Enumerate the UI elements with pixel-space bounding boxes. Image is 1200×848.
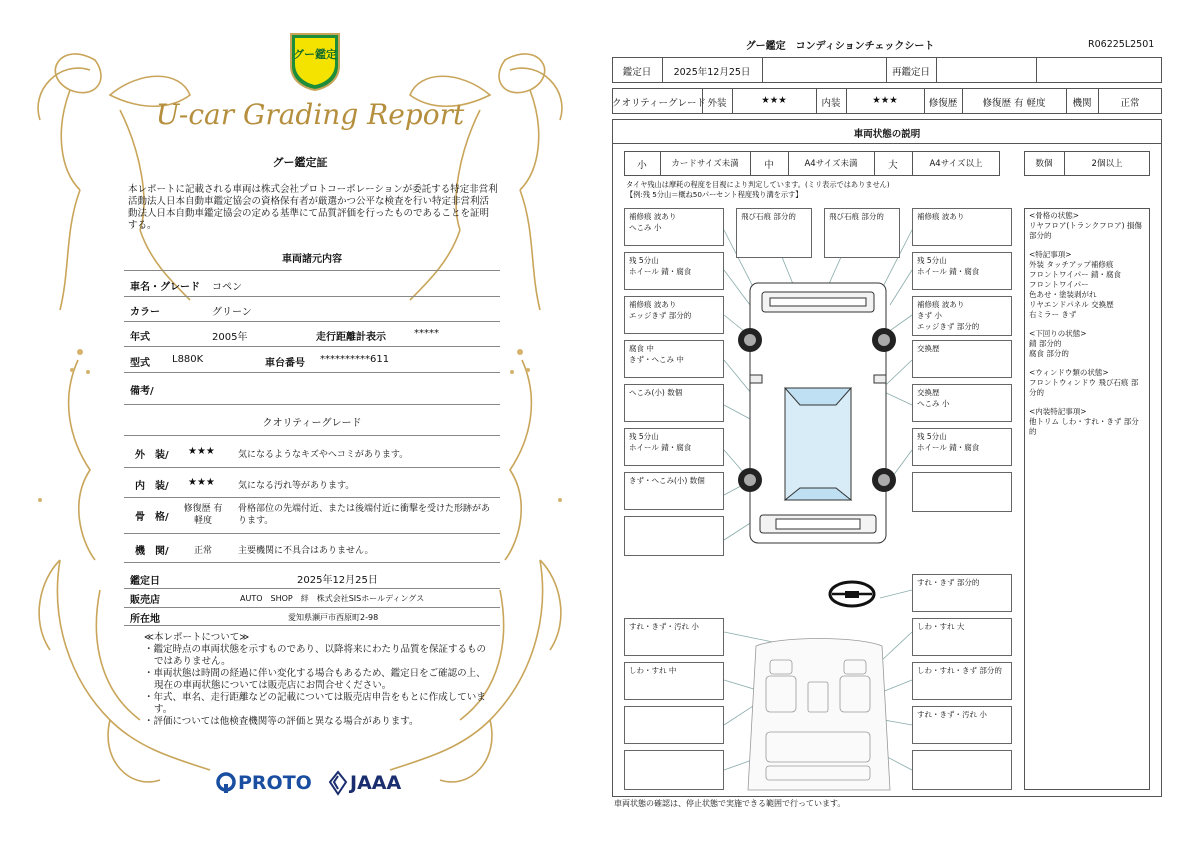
note-item: ・評価については他検査機関等の評価と異なる場合があります。 xyxy=(144,716,419,727)
certificate-paragraph: 本レポートに記載される車両は株式会社プロトコーポレーションが委託する特定非営利活動法人日本自動車鑑定協会の資格保有者が厳選かつ公平な検査を行い特定非営利活動法人日本自動車鑑定協会の定める基準にて品質評価を行ったものであることを証明する。 xyxy=(128,184,498,231)
note-line: 他トリム しわ・すれ・きず 部分的 xyxy=(1029,417,1139,436)
note-line: <特記事項> xyxy=(1029,250,1072,259)
note-line: 色あせ・塗装剥がれ xyxy=(1029,290,1097,299)
damage-box-right: 交換歴 へこみ 小 xyxy=(912,384,1012,422)
note-line: <骨格の状態> xyxy=(1029,211,1080,220)
damage-box-right: 残 5分山 ホイール 錆・腐食 xyxy=(912,252,1012,290)
sheet-title: グー鑑定 コンディションチェックシート xyxy=(745,41,935,52)
note-item: ・車両状態は時間の経過に伴い変化する場合もあるため、鑑定日をご確認の上、現在の車両状態については販売店にお問合せください。 xyxy=(144,668,486,691)
report-id: R06225L2501 xyxy=(1088,39,1155,50)
legend-large-desc: A4サイズ以上 xyxy=(929,159,983,169)
note-line: リヤフロア(トランクフロア) 損傷 xyxy=(1029,221,1142,230)
damage-box-right: 残 5分山 ホイール 錆・腐食 xyxy=(912,428,1012,466)
legend-medium-desc: A4サイズ未満 xyxy=(804,159,858,169)
proto-logo-text: PROTO xyxy=(238,772,312,794)
frame-desc: 骨格部位の先端付近、または後端付近に衝撃を受けた形跡があります。 xyxy=(238,504,491,526)
report-notes xyxy=(144,632,494,728)
legend-medium: 中 xyxy=(764,160,774,171)
tire-note-example: 【例:残 5分山＝概ね50パーセント程度残り溝を示す】 xyxy=(626,190,803,199)
repair-value: 修復歴 有 軽度 xyxy=(982,98,1046,109)
model-label: 型式 xyxy=(130,358,150,369)
model-value: L880K xyxy=(172,354,204,365)
spec-section-title: 車両諸元内容 xyxy=(282,254,342,265)
interior-desc: 気になる汚れ等があります。 xyxy=(238,481,355,491)
note-line: <内装特記事項> xyxy=(1029,407,1087,416)
certificate-title: グー鑑定証 xyxy=(272,156,328,169)
remarks-label: 備考/ xyxy=(130,386,154,397)
note-line: フロントワイパー 錆・腐食 xyxy=(1029,270,1122,279)
legend-large: 大 xyxy=(888,160,898,171)
damage-box-top: 飛び石痕 部分的 xyxy=(824,208,900,258)
damage-box-left: 残 5分山 ホイール 錆・腐食 xyxy=(624,428,724,466)
goo-appraisal-badge xyxy=(287,30,343,92)
divider xyxy=(124,321,500,322)
interior-value: ★★★ xyxy=(872,95,898,106)
interior-label: 内 装/ xyxy=(135,481,169,492)
damage-box-left: へこみ(小) 数個 xyxy=(624,384,724,422)
mileage-label: 走行距離計表示 xyxy=(316,332,386,343)
interior-box-right: すれ・きず 部分的 xyxy=(912,574,1012,612)
damage-box-left xyxy=(624,516,724,556)
divider xyxy=(124,562,500,563)
note-line: 外装 タッチアップ補修痕 xyxy=(1029,260,1114,269)
damage-box-right: 補修痕 波あり きず 小 エッジきず 部分的 xyxy=(912,296,1012,336)
note-spacer xyxy=(1029,241,1145,250)
damage-box-left: 残 5分山 ホイール 錆・腐食 xyxy=(624,252,724,290)
damage-box-left: 補修痕 波あり エッジきず 部分的 xyxy=(624,296,724,334)
color-value: グリーン xyxy=(212,307,252,318)
note-line: フロントワイパー xyxy=(1029,280,1089,289)
frame-label: 骨 格/ xyxy=(135,512,169,523)
legend-small: 小 xyxy=(637,160,647,171)
engine-desc: 主要機関に不具合はありません。 xyxy=(238,546,374,556)
note-line: リヤエンドパネル 交換歴 xyxy=(1029,300,1114,309)
grade-label: クオリティーグレード xyxy=(612,98,707,109)
interior-box-left xyxy=(624,750,724,790)
note-line: 部分的 xyxy=(1029,231,1052,240)
date-value: 2025年12月25日 xyxy=(673,67,751,78)
car-name-value: コペン xyxy=(212,282,242,293)
damage-box-left: 補修痕 波あり へこみ 小 xyxy=(624,208,724,246)
notes-title: ≪本レポートについて≫ xyxy=(144,632,250,643)
color-label: カラー xyxy=(130,307,160,318)
note-item: ・年式、車名、走行距離などの記載については販売店申告をもとに作成しています。 xyxy=(144,692,486,715)
divider xyxy=(124,497,500,498)
year-label: 年式 xyxy=(130,332,150,343)
divider xyxy=(124,625,500,626)
steering-wheel-icon xyxy=(830,582,874,606)
note-spacer xyxy=(1029,398,1145,407)
appraisal-date-label: 鑑定日 xyxy=(130,576,160,587)
divider xyxy=(124,270,500,271)
dealer-value: AUTO SHOP 絆 株式会社SISホールディングス xyxy=(240,594,425,603)
tire-note: タイヤ残山は摩耗の程度を目視により判定しています。(ミリ表示ではありません) xyxy=(626,180,890,189)
legend-count-desc: 2個以上 xyxy=(1091,159,1123,169)
appraisal-date-value: 2025年12月25日 xyxy=(297,575,378,586)
divider xyxy=(124,346,500,347)
quality-section-title: クオリティーグレード xyxy=(262,418,362,429)
chassis-value: **********611 xyxy=(320,354,390,365)
chassis-label: 車台番号 xyxy=(265,358,305,369)
note-line: フロントウィンドウ 飛び石痕 部分的 xyxy=(1029,378,1139,397)
repair-label: 修復歴 xyxy=(928,98,958,109)
damage-box-right: 交換歴 xyxy=(912,340,1012,378)
divider xyxy=(124,404,500,405)
exterior-desc: 気になるようなキズやヘコミがあります。 xyxy=(238,450,409,460)
interior-label: 内装 xyxy=(821,98,841,109)
engine-label: 機関 xyxy=(1072,98,1092,109)
car-interior-view xyxy=(748,639,890,791)
legend-small-desc: カードサイズ未満 xyxy=(671,159,739,169)
divider xyxy=(124,372,500,373)
badge-text: グー鑑定 xyxy=(293,48,337,61)
engine-label: 機 関/ xyxy=(135,546,169,557)
note-line: 錆 部分的 xyxy=(1029,339,1062,348)
note-line: 腐食 部分的 xyxy=(1029,349,1069,358)
exterior-label: 外 装/ xyxy=(135,450,169,461)
address-value: 愛知県瀬戸市西原町2-98 xyxy=(288,613,379,622)
script-title: U-car Grading Report xyxy=(155,98,465,131)
divider xyxy=(124,533,500,534)
divider xyxy=(124,467,500,468)
condition-check-sheet xyxy=(600,0,1200,848)
interior-grade: ★★★ xyxy=(188,477,215,488)
date-label: 鑑定日 xyxy=(622,67,652,78)
damage-box-left: 腐食 中 きず・へこみ 中 xyxy=(624,340,724,378)
note-spacer xyxy=(1029,320,1145,329)
damage-box-right xyxy=(912,472,1012,512)
legend-count: 数個 xyxy=(1035,159,1053,169)
exterior-label: 外装 xyxy=(707,98,727,109)
interior-box-left: すれ・きず・汚れ 小 xyxy=(624,618,724,656)
note-line: <ウィンドウ類の状態> xyxy=(1029,368,1109,377)
mileage-value: ***** xyxy=(414,328,439,339)
dealer-label: 販売店 xyxy=(130,595,160,606)
note-item: ・鑑定時点の車両状態を示すものであり、以降将来にわたり品質を保証するものではありません。 xyxy=(144,644,487,667)
divider xyxy=(124,435,500,436)
note-spacer xyxy=(1029,359,1145,368)
divider xyxy=(124,296,500,297)
car-name-label: 車名・グレード xyxy=(130,282,200,293)
damage-box-top: 飛び石痕 部分的 xyxy=(736,208,812,258)
sheet-footer: 車両状態の確認は、停止状態で実施できる範囲で行っています。 xyxy=(614,799,846,808)
note-line: 右ミラー きず xyxy=(1029,310,1077,319)
note-line: <下回りの状態> xyxy=(1029,329,1087,338)
exterior-value: ★★★ xyxy=(761,95,787,106)
interior-box-left xyxy=(624,706,724,744)
interior-box-right xyxy=(912,750,1012,790)
car-top-view xyxy=(750,283,886,543)
engine-value: 正常 xyxy=(1120,98,1140,109)
address-label: 所在地 xyxy=(130,614,160,625)
interior-box-right: しわ・すれ 大 xyxy=(912,618,1012,656)
explain-title: 車両状態の説明 xyxy=(853,129,921,140)
interior-box-right: しわ・すれ・きず 部分的 xyxy=(912,662,1012,700)
special-notes-panel xyxy=(1024,208,1150,790)
jaaa-mark-icon xyxy=(328,770,348,796)
jaaa-logo-text: JAAA xyxy=(350,772,402,794)
reappraisal-label: 再鑑定日 xyxy=(891,67,930,78)
interior-box-left: しわ・すれ 中 xyxy=(624,662,724,700)
divider xyxy=(124,588,500,589)
engine-grade: 正常 xyxy=(194,546,213,556)
year-value: 2005年 xyxy=(212,332,248,343)
interior-box-right: すれ・きず・汚れ 小 xyxy=(912,706,1012,744)
damage-box-left: きず・へこみ(小) 数個 xyxy=(624,472,724,510)
frame-grade: 修復歴 有 軽度 xyxy=(183,504,223,526)
damage-box-right: 補修痕 波あり xyxy=(912,208,1012,246)
proto-mark-icon xyxy=(216,772,236,794)
exterior-grade: ★★★ xyxy=(188,446,215,457)
divider xyxy=(124,607,500,608)
